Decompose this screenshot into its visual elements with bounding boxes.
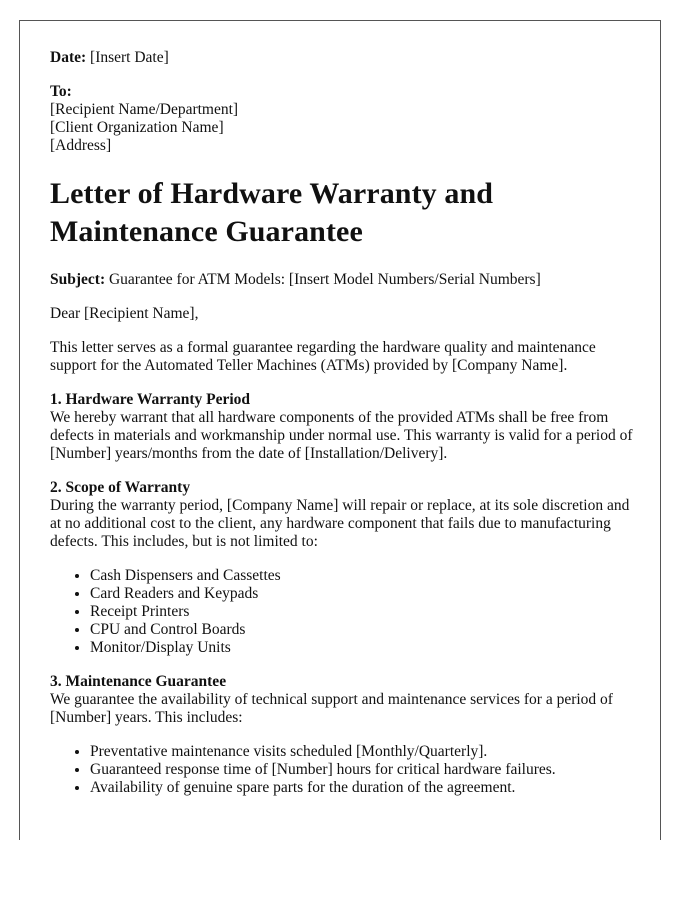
letter-content — [50, 49, 640, 813]
maintenance-list — [50, 743, 640, 797]
recipient-address: [Address] — [50, 137, 112, 154]
list-item: • Monitor/Display Units — [90, 639, 640, 657]
list-item: • Guaranteed response time of [Number] hours for critical hardware failures. — [90, 761, 640, 779]
greeting: Dear [Recipient Name], — [50, 305, 199, 322]
list-item: • Card Readers and Keypads — [90, 585, 640, 603]
intro-paragraph: This letter serves as a formal guarantee regarding the hardware quality and maintenance support for the Automated Teller Machines (ATMs) provided by [Company Name]. — [50, 339, 596, 374]
section-scope — [50, 479, 640, 657]
recipient-block — [50, 83, 640, 155]
list-item: • Receipt Printers — [90, 603, 640, 621]
subject-line — [50, 271, 640, 289]
section-title: 2. Scope of Warranty — [50, 479, 191, 496]
scope-list — [50, 567, 640, 657]
list-item: • CPU and Control Boards — [90, 621, 640, 639]
section-warranty-period — [50, 391, 640, 463]
section-body: We guarantee the availability of technical support and maintenance services for a period of [Number] years. This includes: — [50, 691, 613, 726]
date-line — [50, 49, 640, 67]
list-item: • Cash Dispensers and Cassettes — [90, 567, 640, 585]
recipient-name: [Recipient Name/Department] — [50, 101, 239, 118]
section-title: 3. Maintenance Guarantee — [50, 673, 227, 690]
subject-value: Guarantee for ATM Models: [Insert Model Numbers/Serial Numbers] — [108, 271, 541, 288]
section-maintenance — [50, 673, 640, 797]
section-title: 1. Hardware Warranty Period — [50, 391, 251, 408]
to-label: To: — [50, 83, 72, 100]
section-body: We hereby warrant that all hardware components of the provided ATMs shall be free from defects in materials and workmanship under normal use. This warranty is valid for a period of [Number] years/months from the date of [Installation/Delivery]. — [50, 409, 633, 462]
letter-title: Letter of Hardware Warranty and Maintenance Guarantee — [50, 177, 494, 248]
list-item: • Availability of genuine spare parts for the duration of the agreement. — [90, 779, 640, 797]
list-item: • Preventative maintenance visits scheduled [Monthly/Quarterly]. — [90, 743, 640, 761]
date-value: [Insert Date] — [90, 49, 169, 66]
recipient-organization: [Client Organization Name] — [50, 119, 224, 136]
subject-label: Subject: — [50, 271, 106, 288]
date-label: Date: — [50, 49, 87, 66]
section-body: During the warranty period, [Company Name] will repair or replace, at its sole discretion and at no additional cost to the client, any hardware component that fails due to manufacturing defects. This includes, but is not limited to: — [50, 497, 630, 550]
letter-page — [19, 20, 661, 840]
